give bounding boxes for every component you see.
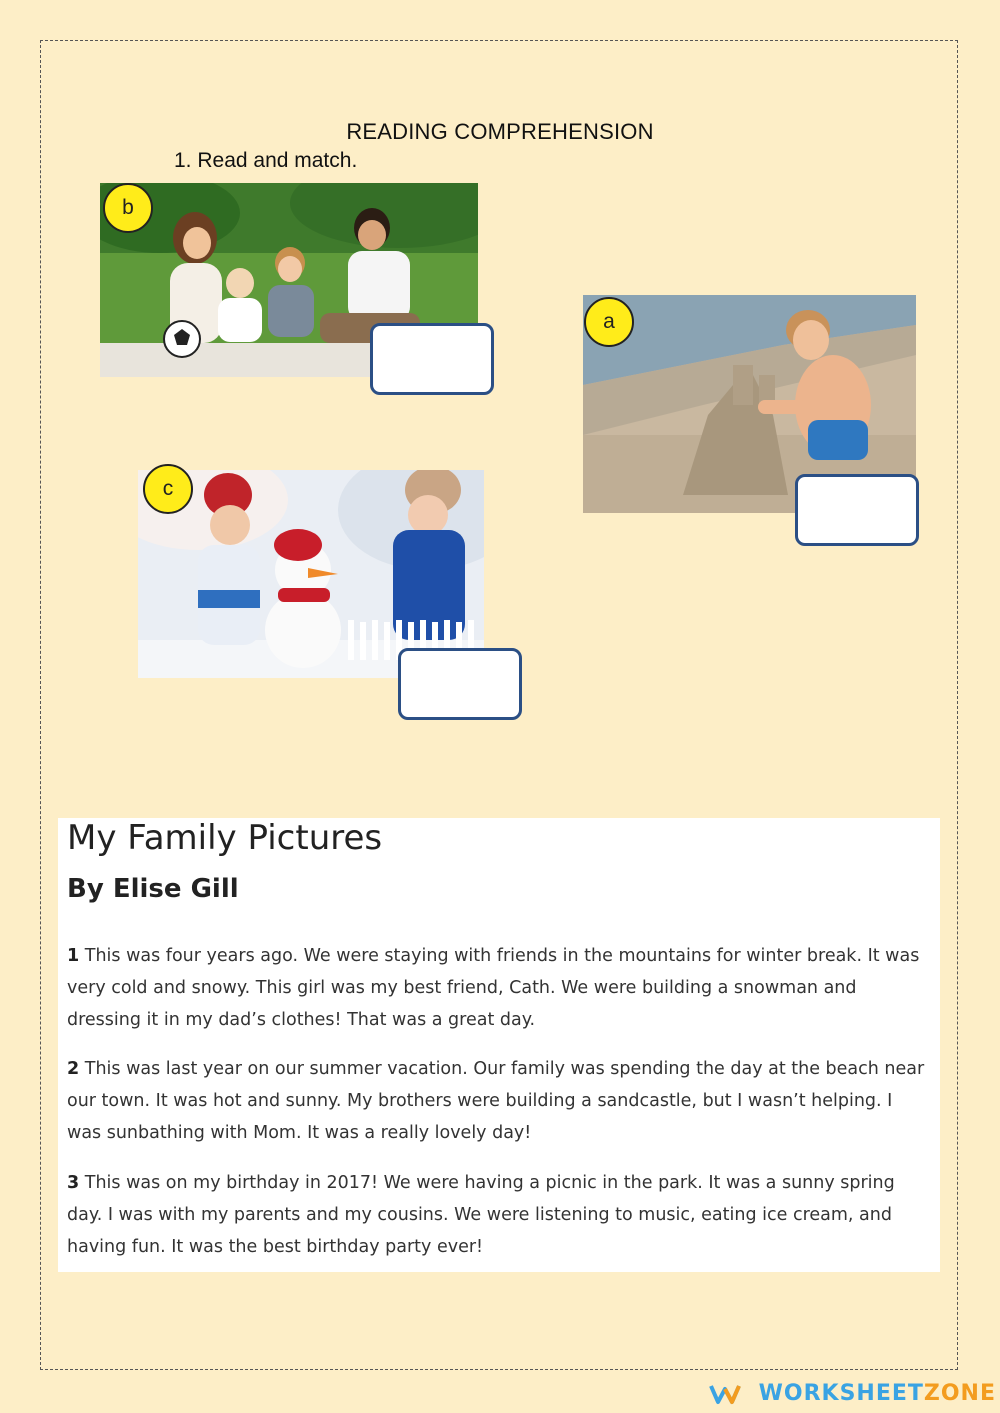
kids-snowman-photo — [138, 470, 484, 678]
worksheetzone-logo — [709, 1381, 996, 1406]
paragraph-text: This was last year on our summer vacation. Our family was spending the day at the beach near our town. It was hot and sunny. My brothers were building a sandcastle, but I wasn’t helping. I was sunbathing with Mom. It was a really lovely day! — [67, 1059, 925, 1143]
answer-box-c[interactable] — [398, 648, 522, 720]
worksheet-title: READING COMPREHENSION — [346, 119, 654, 144]
paragraph-number: 3 — [67, 1173, 80, 1193]
answer-box-b[interactable] — [370, 323, 494, 395]
picture-label-a: a — [584, 297, 634, 347]
paragraph-text: This was on my birthday in 2017! We were having a picnic in the park. It was a sunny spring day. I was with my parents and my cousins. We were listening to music, eating ice cream, and having fun. It was the best birthday party ever! — [67, 1173, 895, 1257]
passage-author: By Elise Gill — [67, 874, 239, 904]
paragraph-1 — [67, 940, 927, 1036]
brand-text-zone: ZONE — [923, 1381, 996, 1406]
paragraph-2 — [67, 1053, 927, 1149]
instruction-text: 1. Read and match. — [174, 149, 358, 172]
reading-passage — [58, 818, 940, 1272]
brand-text-worksheet: WORKSHEET — [758, 1381, 924, 1406]
paragraph-number: 2 — [67, 1059, 80, 1079]
w-logo-icon — [709, 1383, 745, 1405]
paragraph-3 — [67, 1167, 927, 1263]
picture-label-c: c — [143, 464, 193, 514]
paragraph-number: 1 — [67, 946, 80, 966]
paragraph-text: This was four years ago. We were staying with friends in the mountains for winter break. It was very cold and snowy. This girl was my best friend, Cath. We were building a snowman and dressing it in my dad’s clothes! That was a great day. — [67, 946, 920, 1030]
picture-label-b: b — [103, 183, 153, 233]
answer-box-a[interactable] — [795, 474, 919, 546]
passage-title: My Family Pictures — [67, 818, 383, 858]
